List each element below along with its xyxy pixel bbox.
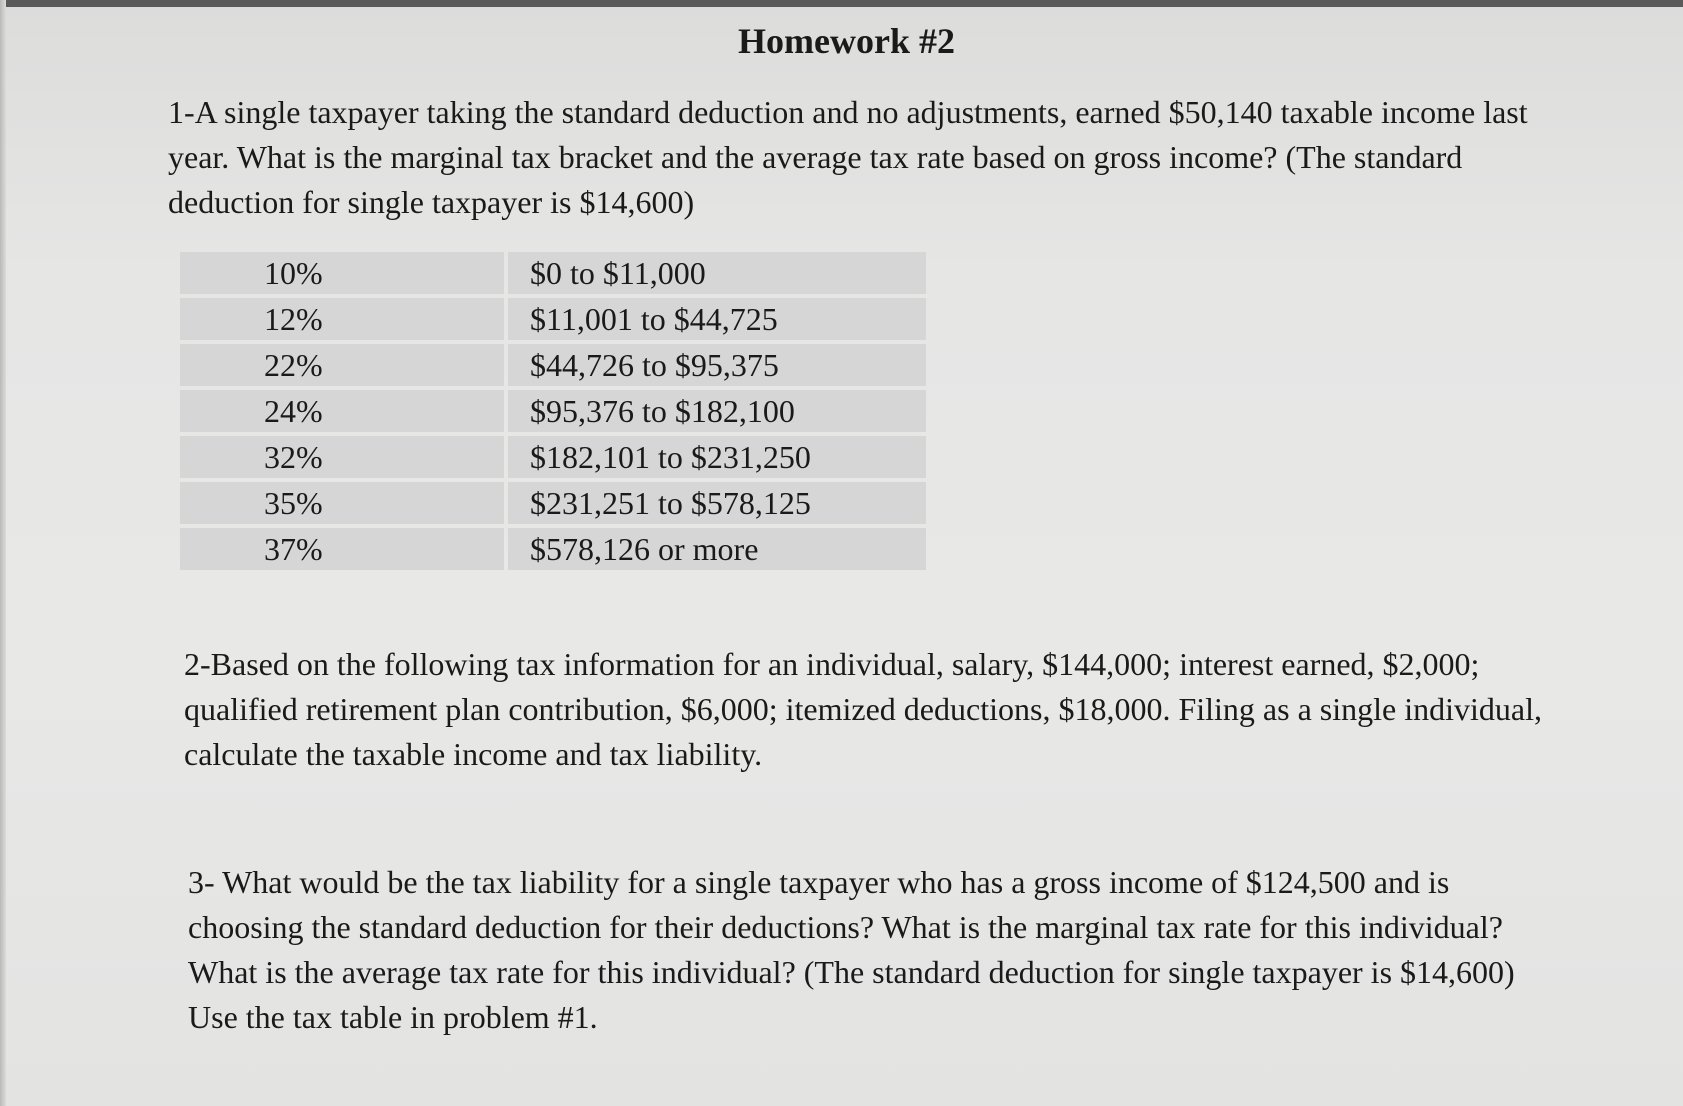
tax-bracket-table — [176, 248, 930, 574]
bracket-rate: 10% — [180, 252, 504, 294]
bracket-rate: 37% — [180, 528, 504, 570]
table-row — [180, 252, 926, 294]
bracket-rate: 22% — [180, 344, 504, 386]
bracket-range: $231,251 to $578,125 — [508, 482, 926, 524]
bracket-range: $44,726 to $95,375 — [508, 344, 926, 386]
table-row — [180, 344, 926, 386]
problem-1-text: 1-A single taxpayer taking the standard deduction and no adjustments, earned $50,140 taxable income last year. What is the marginal tax bracket and the average tax rate based on gross income? (The standard deduction for single taxpayer is $14,600) — [168, 94, 1528, 220]
bracket-range: $182,101 to $231,250 — [508, 436, 926, 478]
problem-3-text: 3- What would be the tax liability for a single taxpayer who has a gross income of $124,500 and is choosing the standard deduction for their deductions? What is the marginal tax rate for this individual? What is the average tax rate for this individual? (The standard deduction for single taxpayer is $14,600) Use the tax table in problem #1. — [188, 864, 1515, 1035]
bracket-rate: 24% — [180, 390, 504, 432]
table-row — [180, 390, 926, 432]
table-row — [180, 482, 926, 524]
bracket-rate: 35% — [180, 482, 504, 524]
table-row — [180, 528, 926, 570]
table-row — [180, 436, 926, 478]
bracket-range: $578,126 or more — [508, 528, 926, 570]
bracket-range: $0 to $11,000 — [508, 252, 926, 294]
bracket-rate: 12% — [180, 298, 504, 340]
screen-top-edge — [0, 0, 1683, 7]
page-title: Homework #2 — [738, 21, 955, 61]
bracket-range: $95,376 to $182,100 — [508, 390, 926, 432]
table-row — [180, 298, 926, 340]
bracket-range: $11,001 to $44,725 — [508, 298, 926, 340]
bracket-rate: 32% — [180, 436, 504, 478]
problem-2-text: 2-Based on the following tax information for an individual, salary, $144,000; interest earned, $2,000; qualified retirement plan contribution, $6,000; itemized deductions, $18,000. Filing as a single individual, calculate the taxable income and tax liability. — [184, 646, 1542, 772]
screen-left-edge — [0, 0, 6, 1106]
